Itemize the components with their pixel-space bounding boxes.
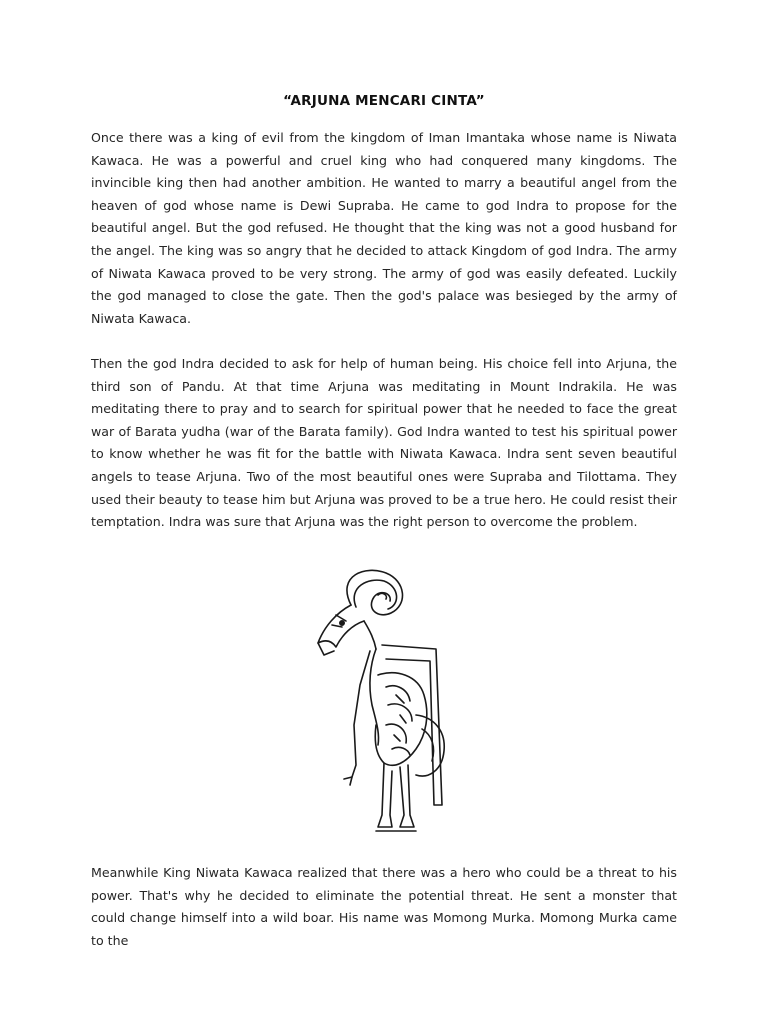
document-title: “ARJUNA MENCARI CINTA”	[283, 93, 485, 109]
paragraph-3: Meanwhile King Niwata Kawaca realized that there was a hero who could be a threat to his power. That's why he decided to eliminate the potential threat. He sent a monster that could change himself into a wild boar. His name was Momong Murka. Momong Murka came to the	[91, 865, 677, 948]
wayang-puppet-illustration	[296, 565, 476, 845]
paragraph-1: Once there was a king of evil from the kingdom of Iman Imantaka whose name is Niwata Kawaca. He was a powerful and cruel king who had conquered many kingdoms. The invincible king then had another ambition. He wanted to marry a beautiful angel from the heaven of god whose name is Dewi Supraba. He came to god Indra to propose for the beautiful angel. But the god refused. He thought that the king was not a good husband for the angel. The king was so angry that he decided to attack Kingdom of god Indra. The army of Niwata Kawaca proved to be very strong. The army of god was easily defeated. Luckily the god managed to close the gate. Then the god's palace was besieged by the army of Niwata Kawaca.	[91, 130, 677, 326]
paragraph-2: Then the god Indra decided to ask for help of human being. His choice fell into Arjuna, the third son of Pandu. At that time Arjuna was meditating in Mount Indrakila. He was meditating there to pray and to search for spiritual power that he needed to face the great war of Barata yudha (war of the Barata family). God Indra wanted to test his spiritual power to know whether he was fit for the battle with Niwata Kawaca. Indra sent seven beautiful angels to tease Arjuna. Two of the most beautiful ones were Supraba and Tilottama. They used their beauty to tease him but Arjuna was proved to be a true hero. He could resist their temptation. Indra was sure that Arjuna was the right person to overcome the problem.	[91, 356, 677, 530]
